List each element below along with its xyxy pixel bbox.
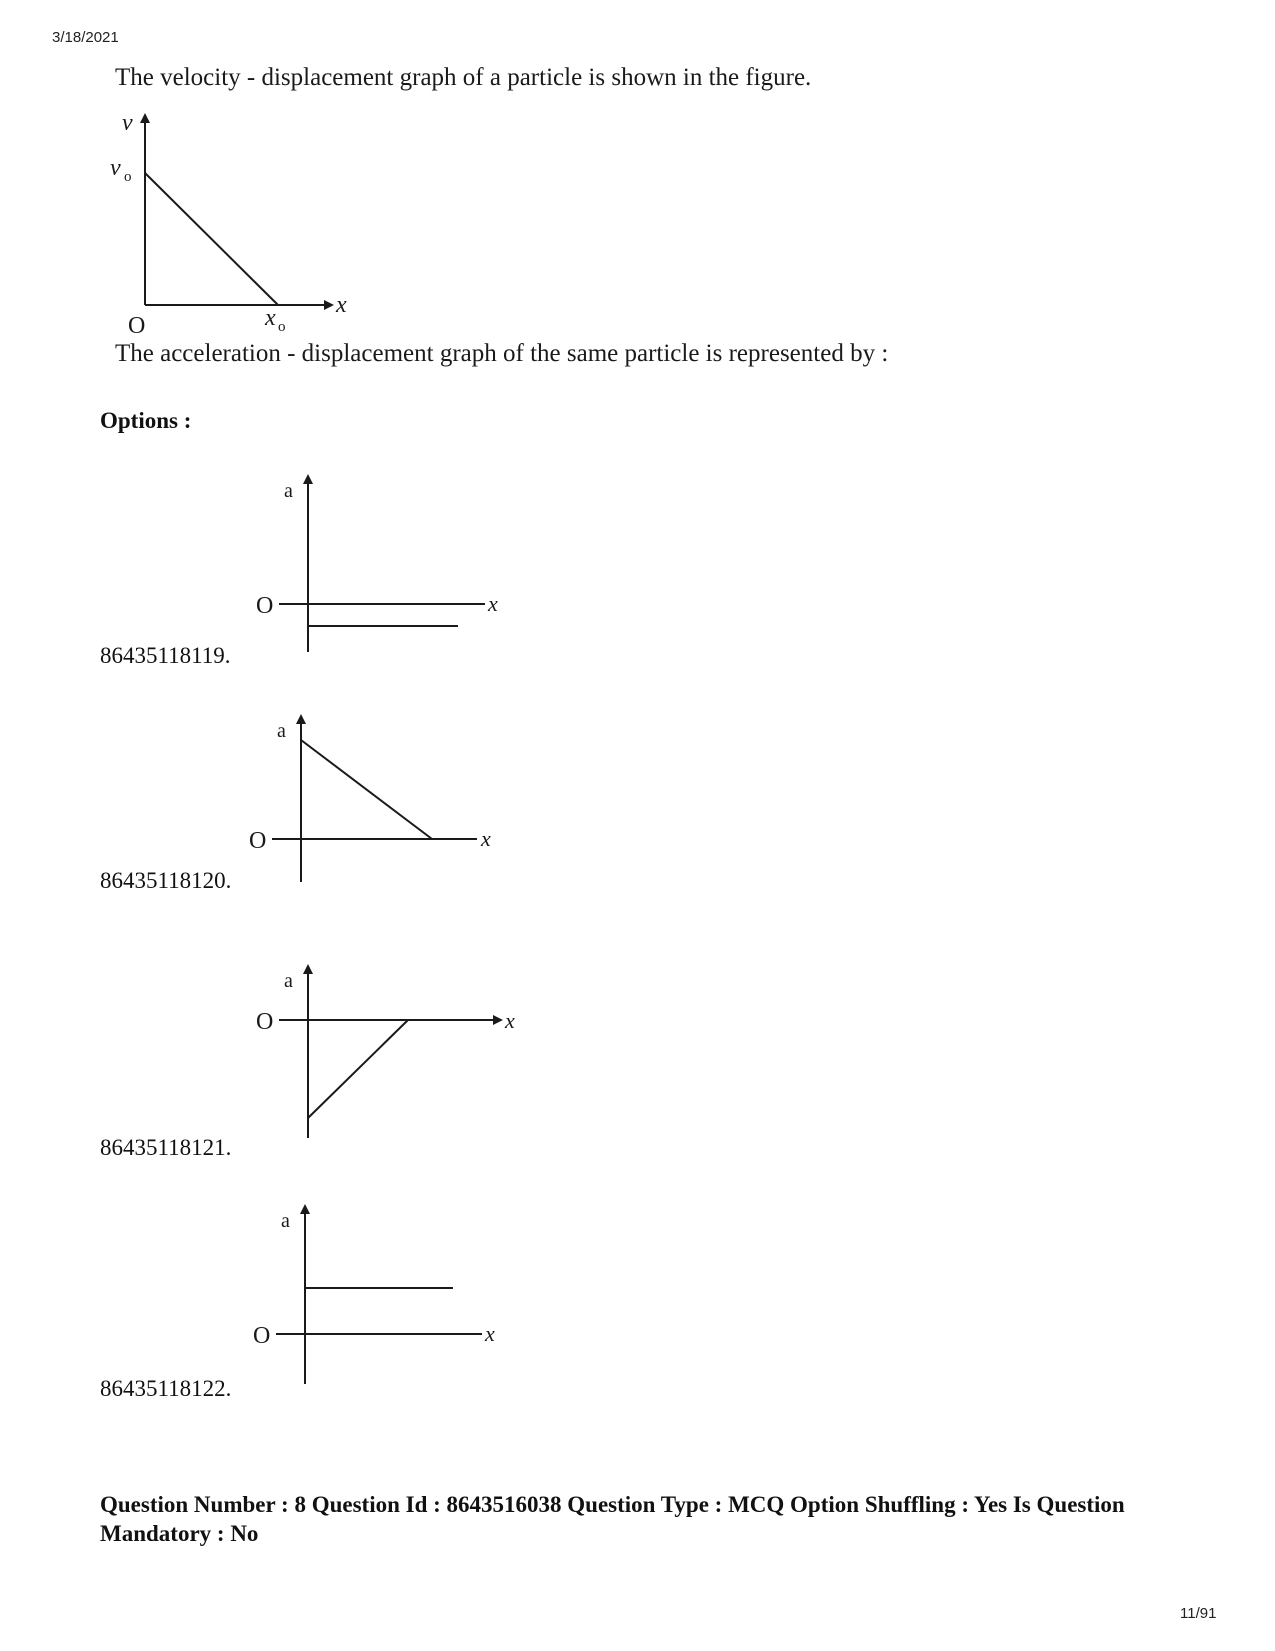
- question-text-prompt: The acceleration - displacement graph of the same particle is represented by :: [115, 340, 889, 367]
- v0-label-sub: o: [124, 169, 132, 185]
- svg-text:a: a: [284, 970, 293, 992]
- x0-label-sub: o: [278, 319, 286, 335]
- svg-text:x: x: [505, 1008, 515, 1033]
- option-4-id: 86435118122.: [100, 1376, 232, 1401]
- acceleration-line: [301, 740, 432, 839]
- option-1-graph[interactable]: [245, 470, 515, 660]
- question-text-intro: The velocity - displacement graph of a particle is shown in the figure.: [115, 64, 812, 91]
- acceleration-line: [308, 1020, 408, 1118]
- v-axis-label: v: [122, 110, 133, 136]
- page-number: 11/91: [1180, 1605, 1217, 1622]
- v0-label-main: v: [110, 155, 121, 181]
- options-heading: Options :: [100, 408, 192, 433]
- svg-text:a: a: [277, 720, 286, 742]
- svg-text:O: O: [253, 1323, 271, 1349]
- option-3-id: 86435118121.: [100, 1135, 232, 1160]
- option-3-graph[interactable]: [245, 960, 525, 1145]
- option-2-id: 86435118120.: [100, 868, 232, 893]
- print-date: 3/18/2021: [52, 29, 119, 46]
- question-meta: Question Number : 8 Question Id : 8643516038 Question Type : MCQ Option Shuffling : Yes Is Question Mandatory : No: [100, 1492, 1125, 1546]
- option-1-id: 86435118119.: [100, 643, 231, 668]
- x0-label-main: x: [265, 305, 276, 331]
- svg-text:a: a: [281, 1210, 290, 1232]
- svg-text:O: O: [256, 593, 274, 619]
- option-2-graph[interactable]: [245, 710, 515, 890]
- svg-text:x: x: [485, 1321, 495, 1346]
- svg-text:O: O: [256, 1009, 274, 1035]
- svg-text:a: a: [284, 480, 293, 502]
- x-axis-label: x: [336, 292, 347, 318]
- origin-label: O: [128, 313, 146, 339]
- svg-text:x: x: [481, 826, 491, 851]
- option-4-graph[interactable]: [245, 1200, 515, 1390]
- svg-text:O: O: [249, 828, 267, 854]
- velocity-displacement-figure: [100, 105, 380, 345]
- velocity-line: [145, 173, 278, 305]
- svg-text:x: x: [488, 591, 498, 616]
